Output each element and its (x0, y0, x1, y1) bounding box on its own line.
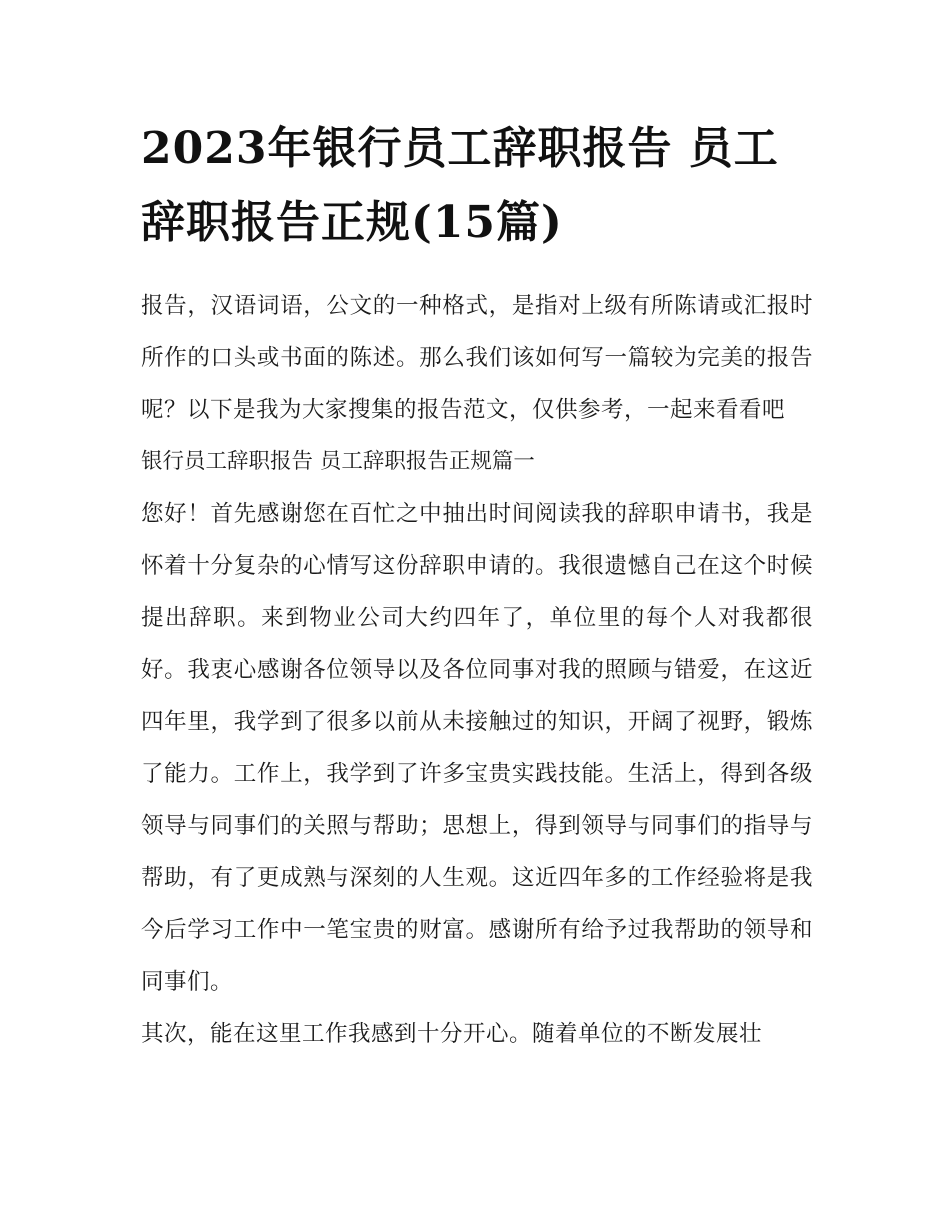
document-page (141, 112, 813, 1060)
section-heading: 银行员工辞职报告 员工辞职报告正规篇一 (141, 449, 535, 474)
body-paragraph-2: 其次，能在这里工作我感到十分开心。随着单位的不断发展壮 (141, 1021, 763, 1047)
intro-paragraph: 报告，汉语词语，公文的一种格式，是指对上级有所陈请或汇报时所作的口头或书面的陈述。那么我们该如何写一篇较为完美的报告呢？以下是我为大家搜集的报告范文，仅供参考，一起来看看吧 (141, 293, 813, 423)
document-title: 2023年银行员工辞职报告 员工辞职报告正规(15篇) (141, 123, 779, 248)
body-paragraph-1: 您好！首先感谢您在百忙之中抽出时间阅读我的辞职申请书，我是怀着十分复杂的心情写这份辞职申请的。我很遗憾自己在这个时候提出辞职。来到物业公司大约四年了，单位里的每个人对我都很好。我衷心感谢各位领导以及各位同事对我的照顾与错爱，在这近四年里，我学到了很多以前从未接触过的知识，开阔了视野，锻炼了能力。工作上，我学到了许多宝贵实践技能。生活上，得到各级领导与同事们的关照与帮助；思想上，得到领导与同事们的指导与帮助，有了更成熟与深刻的人生观。这近四年多的工作经验将是我今后学习工作中一笔宝贵的财富。感谢所有给予过我帮助的领导和同事们。 (141, 501, 813, 995)
